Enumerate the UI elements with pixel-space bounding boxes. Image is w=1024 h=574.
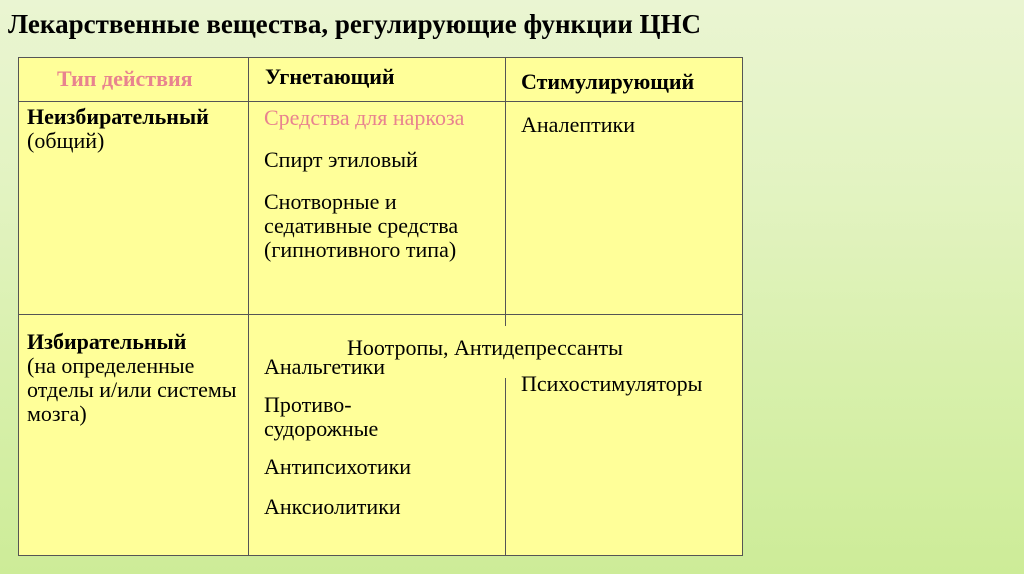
list-item: Противо-судорожные: [264, 392, 379, 441]
list-item: Спирт этиловый: [264, 147, 418, 172]
cns-drugs-table: [18, 57, 743, 556]
type-nonselective-label: Неизбирательный: [27, 104, 209, 129]
row-nonselective-type: [27, 105, 242, 153]
row-nonselective-depressants: [264, 106, 502, 262]
col-divider-2-mid: [505, 378, 506, 555]
list-item: Анксиолитики: [264, 494, 401, 519]
col-divider-2-top: [505, 58, 506, 326]
type-nonselective-note: (общий): [27, 128, 105, 153]
header-depressant: Угнетающий: [265, 64, 395, 89]
header-divider: [19, 101, 742, 102]
list-item: Анальгетики: [264, 354, 385, 379]
type-selective-label: Избирательный: [27, 329, 187, 354]
spanning-item-nootropics: Ноотропы, Антидепрессанты: [347, 335, 623, 360]
row-nonselective-stimulants: [521, 113, 635, 137]
row-selective-depressants: [264, 355, 502, 519]
list-item: Аналептики: [521, 112, 635, 137]
row-selective-type: [27, 330, 242, 426]
header-type-of-action: Тип действия: [57, 66, 193, 91]
type-selective-note: (на определенные отделы и/или системы мозга): [27, 353, 237, 426]
header-stimulant: Стимулирующий: [521, 69, 695, 94]
slide-title: Лекарственные вещества, регулирующие функции ЦНС: [8, 9, 702, 39]
row-divider: [19, 314, 742, 315]
col-divider-1: [248, 58, 249, 555]
list-item: Средства для наркоза: [264, 105, 465, 130]
row-selective-stimulants: [521, 372, 702, 396]
list-item: Психостимуляторы: [521, 371, 703, 396]
list-item: Антипсихотики: [264, 454, 412, 479]
list-item: Снотворные и седативные средства (гипнотивного типа): [264, 189, 459, 262]
